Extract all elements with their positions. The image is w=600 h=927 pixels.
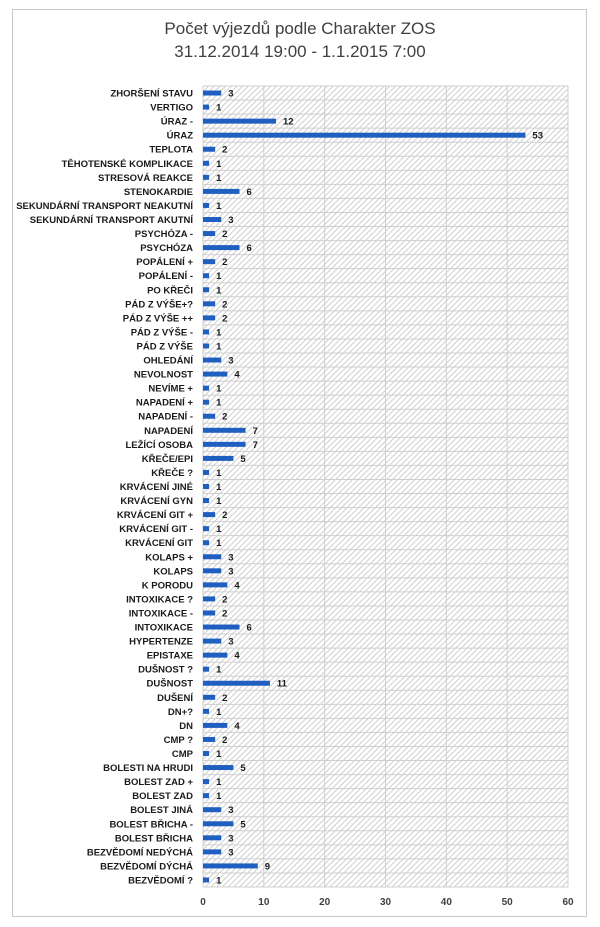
category-label: DN+? xyxy=(167,706,193,718)
category-label: PO KŘEČI xyxy=(147,285,193,297)
bar xyxy=(203,653,227,658)
data-label: 1 xyxy=(216,102,222,114)
x-tick-label: 40 xyxy=(440,897,452,908)
data-label: 1 xyxy=(216,749,222,760)
data-label: 1 xyxy=(216,327,222,339)
bar xyxy=(203,709,209,714)
data-label: 1 xyxy=(216,200,222,212)
data-label: 4 xyxy=(234,369,240,381)
category-label: CMP ? xyxy=(163,734,193,746)
bar xyxy=(203,751,209,756)
data-label: 3 xyxy=(228,88,234,100)
data-label: 3 xyxy=(228,847,234,859)
data-label: 4 xyxy=(234,580,240,592)
category-label: BOLEST BŘICHA xyxy=(114,833,193,845)
category-label: INTOXIKACE xyxy=(134,622,193,634)
bar xyxy=(203,835,221,840)
bar xyxy=(203,498,209,503)
data-label: 9 xyxy=(264,861,271,873)
bar xyxy=(203,849,221,854)
bar xyxy=(203,442,246,447)
bar xyxy=(203,667,209,672)
category-label: POPÁLENÍ + xyxy=(136,257,193,269)
bar xyxy=(203,582,227,587)
bar xyxy=(203,189,240,194)
data-label: 4 xyxy=(234,720,240,732)
data-label: 2 xyxy=(222,594,228,606)
category-label: SEKUNDÁRNÍ TRANSPORT NEAKUTNÍ xyxy=(16,200,193,212)
data-label: 7 xyxy=(252,425,258,437)
category-label: PÁD Z VÝŠE xyxy=(136,341,193,353)
data-label: 3 xyxy=(228,833,234,845)
x-tick-label: 10 xyxy=(258,897,270,908)
category-label: PÁD Z VÝŠE ++ xyxy=(122,313,193,325)
bar xyxy=(203,765,233,770)
data-label: 1 xyxy=(216,383,222,395)
category-label: DUŠNOST ? xyxy=(138,664,193,676)
category-label: NAPADENÍ xyxy=(144,425,193,437)
bar xyxy=(203,259,215,264)
data-label: 3 xyxy=(228,636,234,648)
category-label: KRVÁCENÍ GIT xyxy=(125,538,193,550)
bar xyxy=(203,329,209,334)
bar xyxy=(203,470,209,475)
data-label: 1 xyxy=(216,538,222,550)
bar xyxy=(203,568,221,573)
category-label: KOLAPS xyxy=(153,566,193,578)
data-label: 5 xyxy=(240,819,246,831)
data-label: 2 xyxy=(222,608,228,620)
bar xyxy=(203,821,233,826)
data-label: 1 xyxy=(216,158,222,170)
data-label: 1 xyxy=(216,271,222,283)
bar xyxy=(203,695,215,700)
category-label: BOLEST ZAD + xyxy=(124,777,193,789)
data-label: 4 xyxy=(234,650,240,662)
category-label: DUŠNOST xyxy=(146,678,193,690)
bar xyxy=(203,639,221,644)
bar xyxy=(203,147,215,152)
data-label: 6 xyxy=(246,622,252,634)
data-label: 1 xyxy=(216,777,222,789)
category-label: OHLEDÁNÍ xyxy=(143,355,193,367)
data-label: 2 xyxy=(222,299,228,311)
category-label: ÚRAZ - xyxy=(160,116,193,128)
category-label: INTOXIKACE - xyxy=(128,608,193,620)
bar xyxy=(203,512,215,517)
category-label: BOLEST JINÁ xyxy=(130,805,193,817)
bar xyxy=(203,287,209,292)
data-label: 3 xyxy=(228,805,234,817)
data-label: 2 xyxy=(222,411,228,423)
data-label: 2 xyxy=(222,313,228,325)
bar xyxy=(203,133,525,138)
bar xyxy=(203,217,221,222)
bar xyxy=(203,737,215,742)
category-label: ZHORŠENÍ STAVU xyxy=(110,88,193,100)
data-label: 12 xyxy=(283,116,294,128)
bar xyxy=(203,723,227,728)
category-label: BEZVĚDOMÍ NEDÝCHÁ xyxy=(86,847,193,859)
chart-title-main: Počet výjezdů podle Charakter ZOS xyxy=(164,19,436,38)
bar xyxy=(203,793,209,798)
data-label: 1 xyxy=(216,664,222,676)
data-label: 2 xyxy=(222,229,228,241)
data-label: 2 xyxy=(222,692,228,704)
category-label: KRVÁCENÍ GIT + xyxy=(116,510,193,522)
bar xyxy=(203,119,276,124)
data-label: 1 xyxy=(216,496,222,508)
bar xyxy=(203,554,221,559)
bar xyxy=(203,807,221,812)
category-label: ÚRAZ xyxy=(166,130,193,142)
category-label: SEKUNDÁRNÍ TRANSPORT AKUTNÍ xyxy=(29,215,193,226)
bar xyxy=(203,863,258,868)
category-label: NAPADENÍ + xyxy=(135,397,193,409)
bar xyxy=(203,414,215,419)
category-label: STRESOVÁ REAKCE xyxy=(97,172,193,184)
category-label: KRVÁCENÍ GIT - xyxy=(119,524,193,536)
data-label: 1 xyxy=(216,524,222,536)
data-label: 2 xyxy=(222,734,228,746)
bar xyxy=(203,203,209,208)
data-label: 3 xyxy=(228,355,234,367)
data-label: 2 xyxy=(222,144,228,156)
category-label: DN xyxy=(179,720,193,732)
data-label: 1 xyxy=(216,706,222,718)
x-tick-label: 50 xyxy=(501,897,513,908)
data-label: 1 xyxy=(216,397,222,409)
bar xyxy=(203,161,209,166)
bar xyxy=(203,105,209,110)
x-tick-label: 30 xyxy=(379,897,392,908)
category-label: BEZVĚDOMÍ DÝCHÁ xyxy=(100,861,193,873)
bar xyxy=(203,231,215,236)
category-label: KRVÁCENÍ JINÉ xyxy=(119,482,193,493)
data-label: 1 xyxy=(216,341,222,353)
category-label: BOLEST ZAD xyxy=(132,791,193,803)
data-label: 1 xyxy=(216,791,222,803)
category-label: NEVOLNOST xyxy=(133,369,193,381)
category-label: DUŠENÍ xyxy=(157,692,193,704)
bar xyxy=(203,526,209,531)
data-label: 2 xyxy=(222,510,228,522)
data-label: 1 xyxy=(216,467,222,479)
category-label: K PORODU xyxy=(141,580,193,592)
data-label: 53 xyxy=(532,130,543,142)
data-label: 1 xyxy=(216,482,222,493)
category-label: EPISTAXE xyxy=(146,650,193,662)
data-label: 5 xyxy=(240,763,246,775)
category-label: POPÁLENÍ - xyxy=(138,271,193,283)
category-label: NAPADENÍ - xyxy=(138,411,193,423)
bar xyxy=(203,245,240,250)
bar xyxy=(203,877,209,882)
data-label: 1 xyxy=(216,172,222,184)
bar xyxy=(203,315,215,320)
bar xyxy=(203,540,209,545)
data-label: 2 xyxy=(222,257,228,269)
x-tick-label: 20 xyxy=(319,897,331,908)
category-label: PÁD Z VÝŠE - xyxy=(130,327,193,339)
category-label: LEŽÍCÍ OSOBA xyxy=(125,439,193,451)
category-label: CMP xyxy=(171,749,193,760)
data-label: 1 xyxy=(216,875,222,887)
bar xyxy=(203,301,215,306)
category-label: TĚHOTENSKÉ KOMPLIKACE xyxy=(61,158,193,170)
bar xyxy=(203,484,209,489)
data-label: 3 xyxy=(228,215,234,226)
bar xyxy=(203,91,221,96)
bar xyxy=(203,372,227,377)
category-label: INTOXIKACE ? xyxy=(126,594,193,606)
data-label: 6 xyxy=(246,186,252,198)
bar xyxy=(203,596,215,601)
data-label: 6 xyxy=(246,243,252,255)
bar xyxy=(203,428,246,433)
category-label: PÁD Z VÝŠE+? xyxy=(125,299,193,311)
category-label: PSYCHÓZA - xyxy=(134,229,193,241)
category-label: BEZVĚDOMÍ ? xyxy=(128,875,193,887)
data-label: 1 xyxy=(216,285,222,297)
x-tick-label: 60 xyxy=(562,897,574,908)
bar xyxy=(203,386,209,391)
data-label: 11 xyxy=(276,678,287,690)
bar xyxy=(203,456,233,461)
category-label: KŘEČE ? xyxy=(151,467,193,479)
category-label: TEPLOTA xyxy=(149,144,193,156)
category-label: BOLEST BŘICHA - xyxy=(109,819,193,831)
data-label: 3 xyxy=(228,552,234,564)
data-label: 7 xyxy=(252,439,258,451)
bar xyxy=(203,273,209,278)
data-label: 5 xyxy=(240,453,246,465)
bar xyxy=(203,175,209,180)
category-labels xyxy=(16,88,193,887)
category-label: VERTIGO xyxy=(150,102,193,114)
bar xyxy=(203,681,270,686)
bar xyxy=(203,779,209,784)
category-label: KRVÁCENÍ GYN xyxy=(120,496,193,508)
bar xyxy=(203,358,221,363)
category-label: BOLESTI NA HRUDI xyxy=(103,763,193,775)
bar xyxy=(203,400,209,405)
data-label: 3 xyxy=(228,566,234,578)
category-label: NEVÍME + xyxy=(148,383,193,395)
chart-subtitle: 31.12.2014 19:00 - 1.1.2015 7:00 xyxy=(174,42,426,61)
x-tick-label: 0 xyxy=(200,897,206,908)
bar xyxy=(203,343,209,348)
x-axis-ticks xyxy=(200,897,574,908)
category-label: KŘEČE/EPI xyxy=(141,453,193,465)
bar xyxy=(203,625,240,630)
category-label: KOLAPS + xyxy=(145,552,193,564)
category-label: PSYCHÓZA xyxy=(140,243,193,255)
category-label: HYPERTENZE xyxy=(129,636,193,648)
category-label: STENOKARDIE xyxy=(123,186,193,198)
bar xyxy=(203,610,215,615)
